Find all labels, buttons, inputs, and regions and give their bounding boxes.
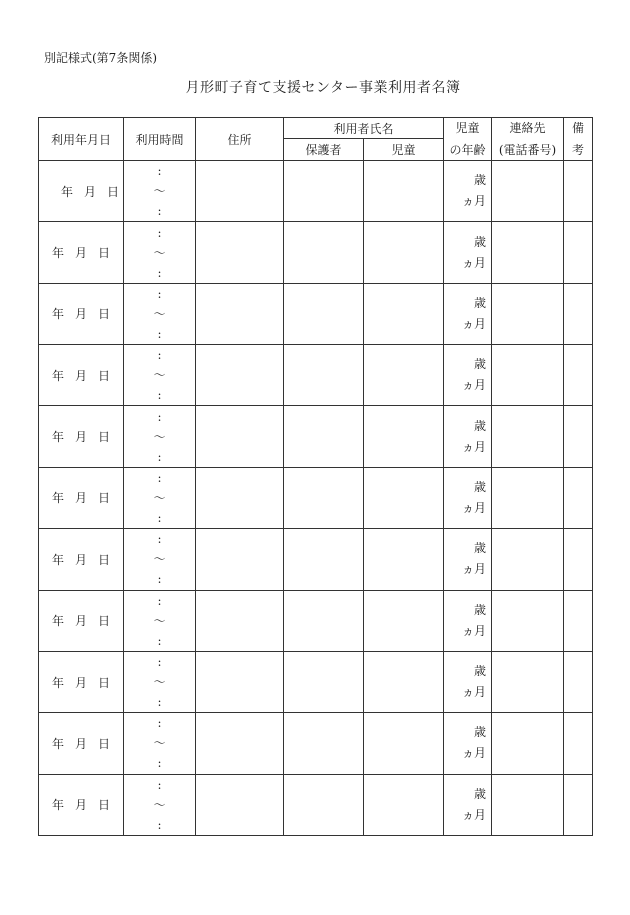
date-year-label: 年	[52, 675, 65, 690]
child-name-cell	[364, 284, 444, 345]
time-separator: 〜	[153, 429, 166, 444]
guardian-name-cell	[284, 713, 364, 774]
contact-cell	[492, 652, 564, 713]
header-user-name	[284, 118, 444, 139]
guardian-name-cell	[284, 284, 364, 345]
header-remarks	[564, 118, 593, 161]
date-month-label: 月	[75, 675, 88, 690]
age-years-label: 歳	[473, 602, 486, 617]
address-cell	[196, 406, 284, 467]
date-cell	[39, 652, 124, 713]
guardian-name-cell	[284, 161, 364, 222]
child-name-cell	[364, 775, 444, 836]
header-remarks-line1: 備	[571, 121, 584, 135]
date-day-label: 日	[98, 675, 111, 690]
time-separator: 〜	[153, 306, 166, 321]
contact-cell	[492, 775, 564, 836]
age-years-label: 歳	[473, 664, 486, 679]
date-year-label: 年	[52, 736, 65, 751]
date-month-label: 月	[84, 184, 97, 199]
time-separator: 〜	[153, 675, 166, 690]
time-end-colon: :	[157, 633, 162, 648]
guardian-name-cell	[284, 468, 364, 529]
date-year-label: 年	[52, 368, 65, 383]
time-start-colon: :	[157, 593, 162, 608]
age-months-label: ヵ月	[461, 194, 486, 209]
time-start-colon: :	[157, 348, 162, 363]
remarks-cell	[564, 222, 593, 283]
time-cell	[124, 406, 196, 467]
age-years-label: 歳	[473, 725, 486, 740]
time-end-colon: :	[157, 388, 162, 403]
date-cell	[39, 345, 124, 406]
time-separator: 〜	[153, 184, 166, 199]
date-month-label: 月	[75, 368, 88, 383]
age-years-label: 歳	[473, 786, 486, 801]
date-cell	[39, 591, 124, 652]
remarks-cell	[564, 591, 593, 652]
form-title: 月形町子育て支援センター事業利用者名簿	[185, 80, 461, 96]
child-name-cell	[364, 161, 444, 222]
child-name-cell	[364, 713, 444, 774]
date-cell	[39, 161, 124, 222]
age-months-label: ヵ月	[461, 439, 486, 454]
time-end-colon: :	[157, 510, 162, 525]
contact-cell	[492, 345, 564, 406]
child-name-cell	[364, 222, 444, 283]
date-month-label: 月	[75, 552, 88, 567]
time-start-colon: :	[157, 225, 162, 240]
time-separator: 〜	[153, 736, 166, 751]
child-age-cell	[444, 591, 492, 652]
age-months-label: ヵ月	[461, 378, 486, 393]
date-month-label: 月	[75, 491, 88, 506]
age-months-label: ヵ月	[461, 255, 486, 270]
header-child-age-line1: 児童	[455, 121, 480, 135]
date-day-label: 日	[98, 798, 111, 813]
time-end-colon: :	[157, 572, 162, 587]
contact-cell	[492, 713, 564, 774]
date-day-label: 日	[98, 614, 111, 629]
remarks-cell	[564, 468, 593, 529]
time-cell	[124, 529, 196, 590]
time-end-colon: :	[157, 695, 162, 710]
guardian-name-cell	[284, 529, 364, 590]
time-end-colon: :	[157, 326, 162, 341]
header-guardian-label: 保護者	[305, 143, 342, 157]
time-cell	[124, 468, 196, 529]
date-month-label: 月	[75, 307, 88, 322]
time-cell	[124, 775, 196, 836]
date-day-label: 日	[98, 368, 111, 383]
date-year-label: 年	[52, 307, 65, 322]
header-child-age-line2: の年齢	[449, 143, 486, 157]
date-cell	[39, 468, 124, 529]
remarks-cell	[564, 345, 593, 406]
remarks-cell	[564, 284, 593, 345]
contact-cell	[492, 529, 564, 590]
address-cell	[196, 161, 284, 222]
contact-cell	[492, 222, 564, 283]
guardian-name-cell	[284, 775, 364, 836]
guardian-name-cell	[284, 652, 364, 713]
header-contact-line2: (電話番号)	[498, 143, 557, 157]
child-name-cell	[364, 652, 444, 713]
time-separator: 〜	[153, 613, 166, 628]
age-months-label: ヵ月	[461, 623, 486, 638]
child-age-cell	[444, 713, 492, 774]
header-user-name-label: 利用者氏名	[333, 121, 394, 136]
age-years-label: 歳	[473, 295, 486, 310]
contact-cell	[492, 284, 564, 345]
date-year-label: 年	[52, 246, 65, 261]
date-month-label: 月	[75, 736, 88, 751]
time-cell	[124, 713, 196, 774]
date-year-label: 年	[52, 552, 65, 567]
child-age-cell	[444, 222, 492, 283]
time-cell	[124, 284, 196, 345]
child-age-cell	[444, 775, 492, 836]
age-months-label: ヵ月	[461, 500, 486, 515]
remarks-cell	[564, 529, 593, 590]
age-months-label: ヵ月	[461, 316, 486, 331]
child-age-cell	[444, 652, 492, 713]
date-day-label: 日	[98, 430, 111, 445]
time-start-colon: :	[157, 655, 162, 670]
age-years-label: 歳	[473, 234, 486, 249]
date-day-label: 日	[98, 736, 111, 751]
header-date	[39, 118, 124, 161]
remarks-cell	[564, 713, 593, 774]
time-start-colon: :	[157, 716, 162, 731]
date-day-label: 日	[107, 184, 120, 199]
address-cell	[196, 468, 284, 529]
time-separator: 〜	[153, 797, 166, 812]
date-year-label: 年	[52, 614, 65, 629]
date-month-label: 月	[75, 246, 88, 261]
time-separator: 〜	[153, 552, 166, 567]
address-cell	[196, 345, 284, 406]
header-date-label: 利用年月日	[50, 132, 111, 147]
address-cell	[196, 652, 284, 713]
age-years-label: 歳	[473, 479, 486, 494]
remarks-cell	[564, 652, 593, 713]
guardian-name-cell	[284, 345, 364, 406]
header-child-label: 児童	[391, 143, 416, 157]
remarks-cell	[564, 161, 593, 222]
header-guardian	[284, 139, 364, 161]
time-cell	[124, 222, 196, 283]
header-time	[124, 118, 196, 161]
address-cell	[196, 591, 284, 652]
age-months-label: ヵ月	[461, 807, 486, 822]
child-age-cell	[444, 406, 492, 467]
age-years-label: 歳	[473, 173, 486, 188]
date-cell	[39, 406, 124, 467]
address-cell	[196, 713, 284, 774]
date-cell	[39, 222, 124, 283]
time-end-colon: :	[157, 265, 162, 280]
header-contact	[492, 118, 564, 161]
guardian-name-cell	[284, 222, 364, 283]
address-cell	[196, 222, 284, 283]
time-end-colon: :	[157, 204, 162, 219]
age-months-label: ヵ月	[461, 685, 486, 700]
date-year-label: 年	[52, 491, 65, 506]
child-age-cell	[444, 161, 492, 222]
date-day-label: 日	[98, 246, 111, 261]
date-cell	[39, 775, 124, 836]
time-start-colon: :	[157, 286, 162, 301]
header-time-label: 利用時間	[135, 132, 184, 147]
date-day-label: 日	[98, 491, 111, 506]
child-name-cell	[364, 529, 444, 590]
time-cell	[124, 161, 196, 222]
contact-cell	[492, 591, 564, 652]
header-remarks-line2: 考	[571, 143, 584, 157]
guardian-name-cell	[284, 591, 364, 652]
remarks-cell	[564, 406, 593, 467]
date-month-label: 月	[75, 798, 88, 813]
child-age-cell	[444, 468, 492, 529]
time-start-colon: :	[157, 470, 162, 485]
child-name-cell	[364, 345, 444, 406]
date-cell	[39, 284, 124, 345]
age-months-label: ヵ月	[461, 562, 486, 577]
time-start-colon: :	[157, 409, 162, 424]
address-cell	[196, 529, 284, 590]
date-day-label: 日	[98, 307, 111, 322]
time-end-colon: :	[157, 817, 162, 832]
time-cell	[124, 652, 196, 713]
age-months-label: ヵ月	[461, 746, 486, 761]
header-contact-line1: 連絡先	[509, 121, 546, 135]
child-age-cell	[444, 284, 492, 345]
child-name-cell	[364, 591, 444, 652]
address-cell	[196, 284, 284, 345]
header-child	[364, 139, 444, 161]
age-years-label: 歳	[473, 541, 486, 556]
date-cell	[39, 529, 124, 590]
date-day-label: 日	[98, 552, 111, 567]
child-age-cell	[444, 529, 492, 590]
header-child-age	[444, 118, 492, 161]
child-name-cell	[364, 406, 444, 467]
time-start-colon: :	[157, 164, 162, 179]
time-separator: 〜	[153, 490, 166, 505]
date-cell	[39, 713, 124, 774]
date-year-label: 年	[52, 430, 65, 445]
contact-cell	[492, 468, 564, 529]
time-end-colon: :	[157, 449, 162, 464]
date-year-label: 年	[61, 184, 74, 199]
age-years-label: 歳	[473, 357, 486, 372]
form-note: 別記様式(第7条関係)	[44, 51, 157, 65]
time-separator: 〜	[153, 368, 166, 383]
age-years-label: 歳	[473, 418, 486, 433]
time-cell	[124, 591, 196, 652]
time-separator: 〜	[153, 245, 166, 260]
contact-cell	[492, 161, 564, 222]
time-cell	[124, 345, 196, 406]
child-name-cell	[364, 468, 444, 529]
remarks-cell	[564, 775, 593, 836]
contact-cell	[492, 406, 564, 467]
header-address	[196, 118, 284, 161]
child-age-cell	[444, 345, 492, 406]
header-address-label: 住所	[227, 132, 252, 147]
time-start-colon: :	[157, 777, 162, 792]
address-cell	[196, 775, 284, 836]
time-start-colon: :	[157, 532, 162, 547]
user-register-table	[38, 117, 593, 836]
time-end-colon: :	[157, 756, 162, 771]
date-year-label: 年	[52, 798, 65, 813]
date-month-label: 月	[75, 430, 88, 445]
date-month-label: 月	[75, 614, 88, 629]
guardian-name-cell	[284, 406, 364, 467]
